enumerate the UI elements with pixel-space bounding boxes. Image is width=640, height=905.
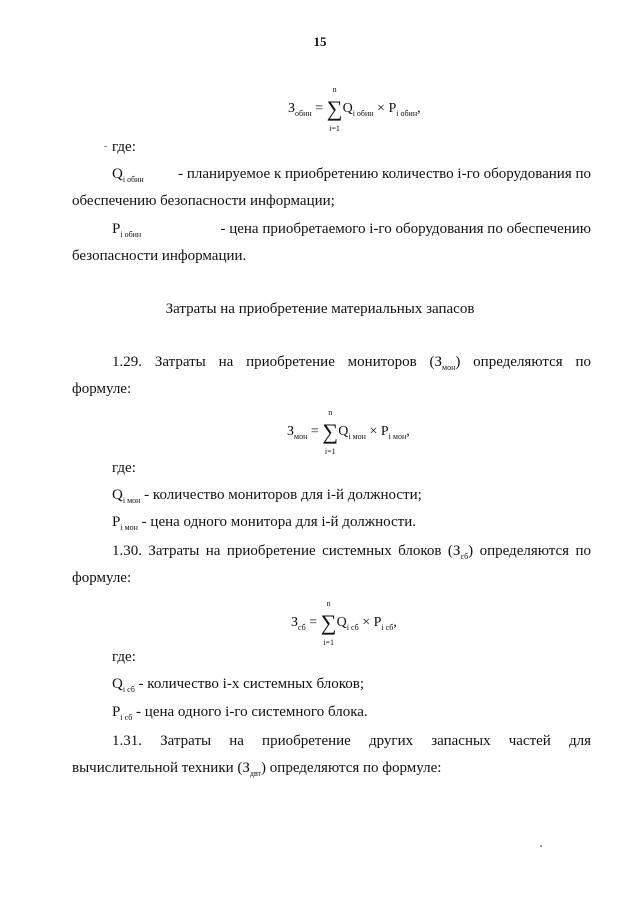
page-number: 15 [313,34,327,49]
sum-symbol: ∑ n i=1 [326,85,343,133]
sum-symbol: ∑ n i=1 [322,408,339,456]
formula-sb: $З_{сб}$ = ∑ n i=1 $Q_{i сб} \times P_{i сб}$, [291,599,397,647]
where-label: где: [112,649,136,665]
definition-q-obyin-cont: обеспечению безопасности информации; [72,193,335,209]
paragraph-1-29-cont: формуле: [72,381,132,397]
definition-p-obyin: $P_{i обин}$ - цена приобретаемого i-го оборудования по обеспечению [112,221,591,239]
sum-symbol: ∑ n i=1 [320,599,337,647]
paragraph-1-31: 1.31. Затраты на приобретение других запасных частей для [112,733,591,749]
definition-p-sb: $P_{i сб}$ - цена одного i-го системного блока. [112,704,368,722]
section-heading: Затраты на приобретение материальных запасов [165,301,475,317]
formula-mon: $З_{мон}$ = ∑ n i=1 $Q_{i мон} \times P_{i мон}$, [287,408,410,456]
definition-q-sb: $Q_{i сб}$ - количество i-х системных блоков; [112,676,364,694]
definition-q-mon: $Q_{i мон}$ - количество мониторов для i-й должности; [112,487,422,505]
definition-q-obyin: $Q_{i обин}$ - планируемое к приобретению количество i-го оборудования по [112,166,591,184]
paragraph-1-31-cont: вычислительной техники $(З_{двт})$ определяются по формуле: [72,760,442,778]
paragraph-1-30-cont: формуле: [72,570,132,586]
where-label: где: [112,139,136,155]
scan-speck [104,146,107,147]
where-label: где: [112,460,136,476]
paragraph-1-29: 1.29. Затраты на приобретение мониторов $(З_{мон})$ определяются по [112,354,591,372]
definition-p-obyin-cont: безопасности информации. [72,248,247,264]
formula-obyin: $З_{обин}$ = ∑ n i=1 $Q_{i обин} \times P_{i обин}$, [288,85,421,133]
scan-speck [540,845,542,847]
definition-p-mon: $P_{i мон}$ - цена одного монитора для i-й должности. [112,514,416,532]
paragraph-1-30: 1.30. Затраты на приобретение системных блоков $(З_{сб})$ определяются по [112,543,591,561]
